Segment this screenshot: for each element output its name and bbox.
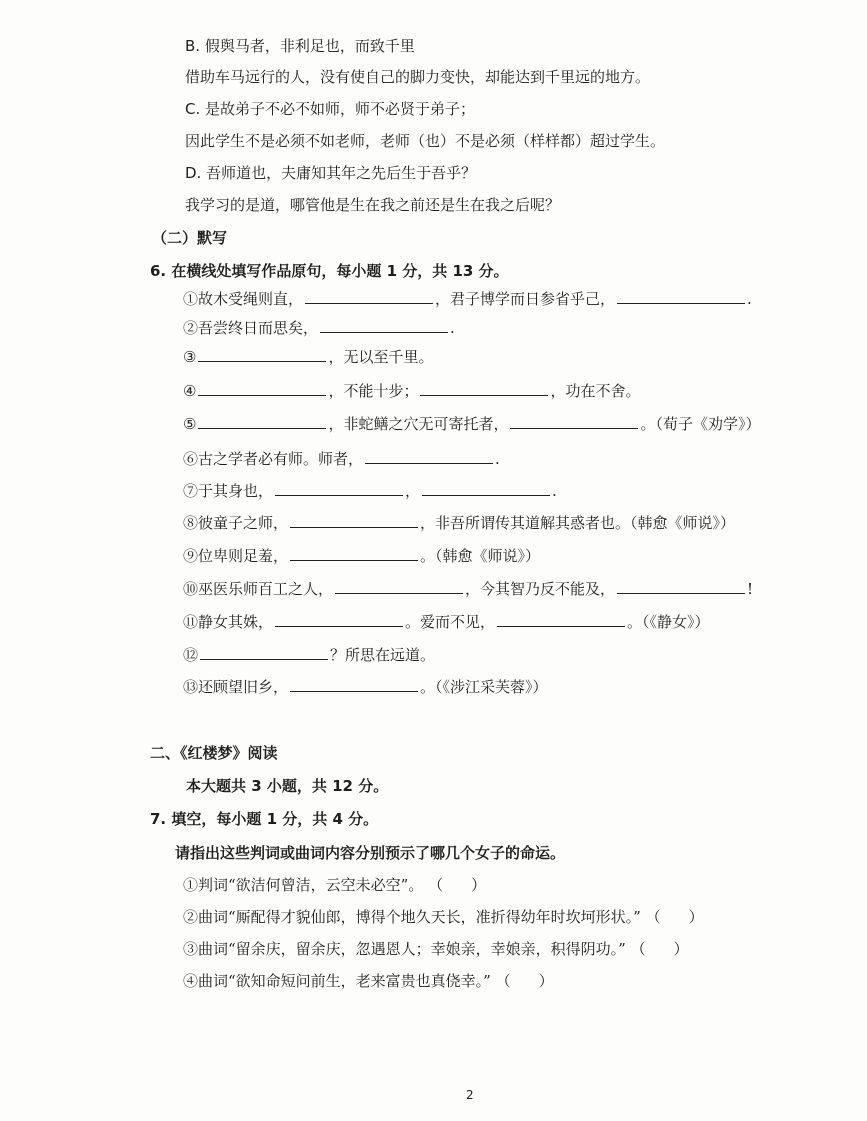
answer-blank[interactable] (320, 318, 448, 333)
option-d (185, 162, 476, 184)
answer-blank[interactable] (617, 579, 745, 594)
option-c-translation: 因此学生不是必须不如老师，老师（也）不是必须（样样都）超过学生。 (185, 132, 666, 150)
q6-title: 6. 在横线处填写作品原句，每小题 1 分，共 13 分。 (150, 262, 509, 280)
answer-blank[interactable] (290, 513, 418, 528)
option-d-translation: 我学习的是道，哪管他是生在我之前还是生在我之后呢？ (185, 196, 561, 214)
q6-item-11: ⑪静女其姝， 。爱而不见， 。（《静女》） (183, 613, 710, 631)
q6-item-1: ①故木受绳则直， ，君子博学而日参省乎己， . (183, 290, 752, 308)
q6-item-12: ⑫ ？所思在远道。 (183, 646, 436, 664)
q6-item-2: ②吾尝终日而思矣， . (183, 319, 455, 337)
q6-item-8: ⑧彼童子之师， ，非吾所谓传其道解其惑者也。（韩愈《师说》） (183, 514, 736, 532)
answer-blank[interactable] (420, 381, 548, 396)
q6-item-7: ⑦于其身也， ， . (183, 482, 557, 500)
q6-item-6: ⑥古之学者必有师。师者， . (183, 450, 500, 468)
q6-item-3: ③ ，无以至千里。 (183, 348, 434, 366)
q7-item-1: ①判词“欲洁何曾洁，云空未必空”。 （ ） (183, 876, 487, 894)
answer-blank[interactable] (305, 289, 433, 304)
answer-blank[interactable] (497, 612, 625, 627)
answer-blank[interactable] (617, 289, 745, 304)
q6-item-5: ⑤ ，非蛇鳝之穴无可寄托者， 。（荀子《劝学》） (183, 415, 761, 433)
option-b-label: B. (185, 37, 201, 55)
answer-blank[interactable] (198, 414, 326, 429)
q6-item-10: ⑩巫医乐师百工之人， ，今其智乃反不能及， ! (183, 580, 754, 598)
section-dictation-title: （二）默写 (152, 229, 228, 247)
option-d-label: D. (185, 164, 202, 182)
option-c (185, 98, 475, 120)
answer-paren[interactable]: （ ） (428, 876, 487, 894)
q7-title: 7. 填空，每小题 1 分，共 4 分。 (150, 810, 379, 828)
answer-blank[interactable] (290, 677, 418, 692)
answer-blank[interactable] (198, 347, 326, 362)
page-number: 2 (466, 1088, 474, 1102)
option-d-text: 吾师道也，夫庸知其年之先后生于吾乎？ (206, 164, 477, 182)
answer-blank[interactable] (198, 381, 326, 396)
answer-paren[interactable]: （ ） (495, 972, 554, 990)
option-b (185, 35, 415, 57)
answer-paren[interactable]: （ ） (645, 908, 704, 926)
answer-blank[interactable] (275, 481, 403, 496)
answer-blank[interactable] (422, 481, 550, 496)
section2-title: 二、《红楼梦》阅读 (150, 744, 278, 762)
q7-item-2: ②曲词“厮配得才貌仙郎，博得个地久天长，准折得幼年时坎坷形状。” （ ） (183, 908, 704, 926)
q6-item-4: ④ ，不能十步； ，功在不舍。 (183, 382, 641, 400)
option-c-label: C. (185, 100, 201, 118)
option-b-text: 假舆马者，非利足也，而致千里 (204, 37, 415, 55)
answer-blank[interactable] (290, 546, 418, 561)
q6-item-13: ⑬还顾望旧乡， 。（《涉江采芙蓉》） (183, 678, 548, 696)
option-b-translation: 借助车马远行的人，没有使自己的脚力变快，却能达到千里远的地方。 (185, 68, 651, 86)
answer-blank[interactable] (335, 579, 463, 594)
q7-item-4: ④曲词“欲知命短问前生，老来富贵也真侥幸。” （ ） (183, 972, 554, 990)
section2-subtitle: 本大题共 3 小题，共 12 分。 (186, 777, 389, 795)
option-c-text: 是故弟子不必不如师，师不必贤于弟子； (205, 100, 476, 118)
q7-item-3: ③曲词“留余庆，留余庆，忽遇恩人；幸娘亲，幸娘亲，积得阴功。” （ ） (183, 940, 689, 958)
answer-blank[interactable] (365, 449, 493, 464)
answer-blank[interactable] (510, 414, 638, 429)
answer-blank[interactable] (200, 645, 328, 660)
q7-instruction: 请指出这些判词或曲词内容分别预示了哪几个女子的命运。 (175, 844, 566, 862)
answer-blank[interactable] (275, 612, 403, 627)
answer-paren[interactable]: （ ） (630, 940, 689, 958)
q6-item-9: ⑨位卑则足羞， 。（韩愈《师说》） (183, 547, 541, 565)
